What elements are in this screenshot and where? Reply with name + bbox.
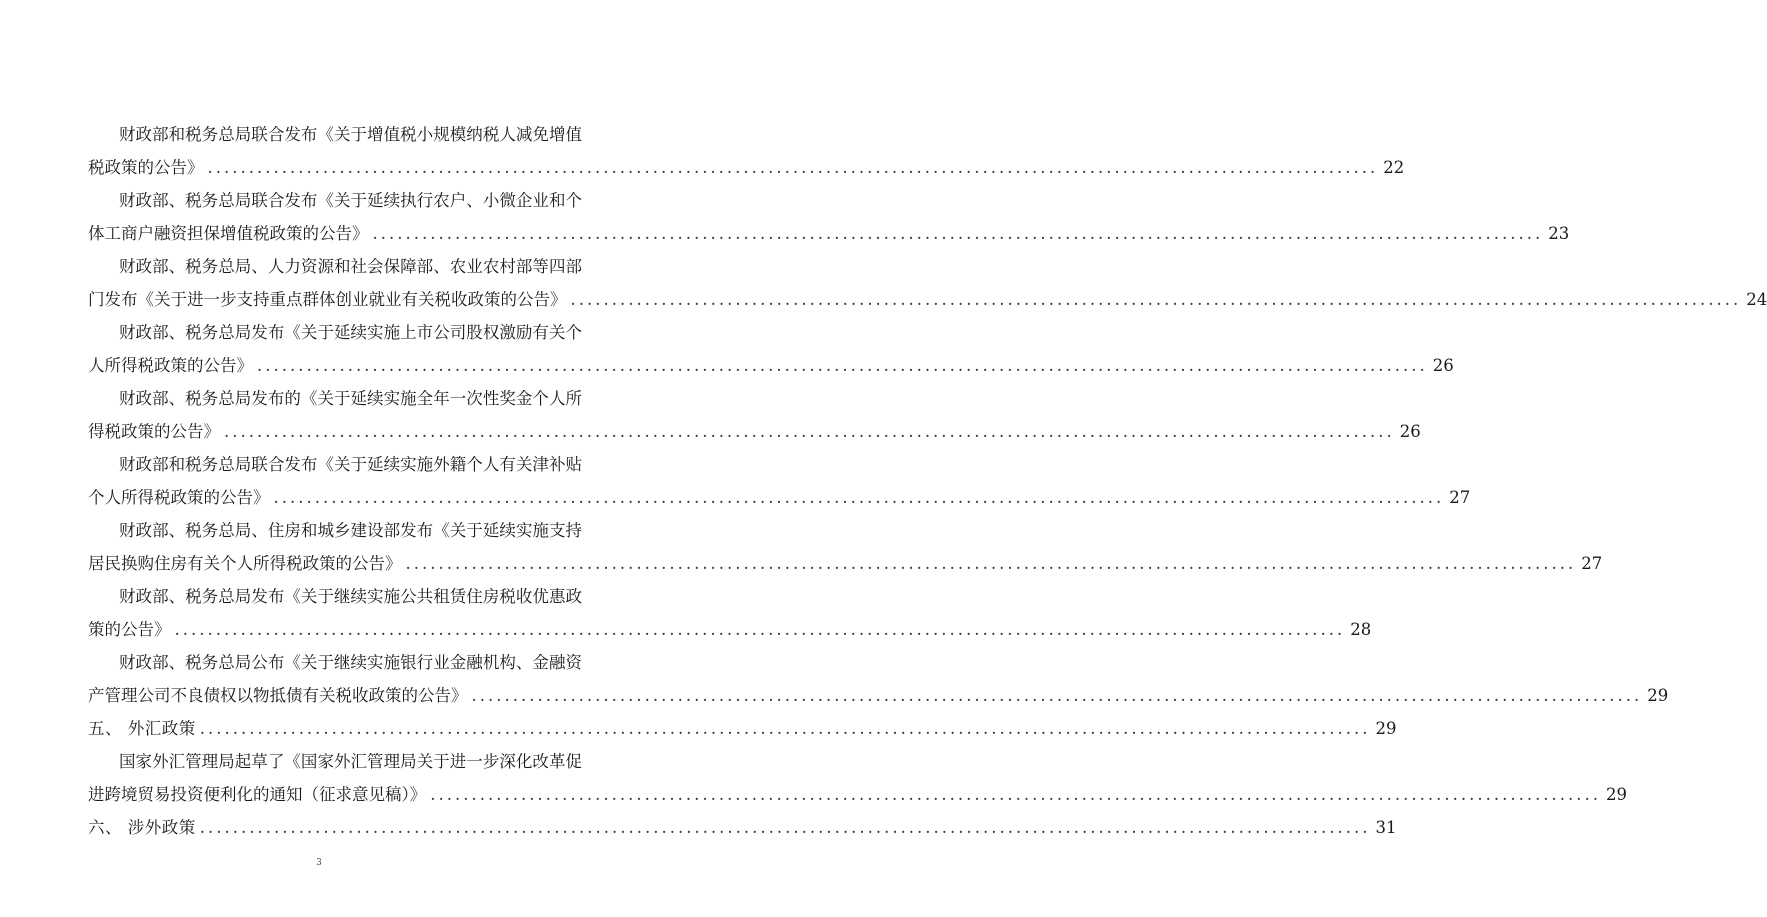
toc-leader-dots <box>270 481 1449 514</box>
toc-entry[interactable] <box>88 514 1603 580</box>
toc-entry[interactable] <box>88 118 1405 184</box>
toc-entry-title-text: 得税政策的公告》 <box>88 422 220 441</box>
toc-entry-title-text: 策的公告》 <box>88 620 171 639</box>
toc-page-number: 23 <box>1548 224 1570 243</box>
toc-entry-title-text: 居民换购住房有关个人所得税政策的公告》 <box>88 554 402 573</box>
toc-entry-title-text: 人所得税政策的公告》 <box>88 356 253 375</box>
toc-page-number: 27 <box>1449 488 1471 507</box>
toc-entry-title-text: 体工商户融资担保增值税政策的公告》 <box>88 224 369 243</box>
toc-page-number: 31 <box>1375 818 1397 837</box>
toc-entry-title-line2 <box>88 547 1603 580</box>
toc-entry-title-line1: 财政部、税务总局、人力资源和社会保障部、农业农村部等四部 <box>119 257 582 276</box>
toc-page-number: 22 <box>1383 158 1405 177</box>
toc-leader-dots <box>369 217 1548 250</box>
toc-entry-title-line2 <box>88 151 1405 184</box>
toc-entry[interactable] <box>88 745 1628 811</box>
toc-leader-dots <box>402 547 1581 580</box>
toc-section-heading[interactable] <box>88 712 1397 745</box>
toc-page-number: 26 <box>1432 356 1454 375</box>
toc-entry-title-line1: 财政部、税务总局、住房和城乡建设部发布《关于延续实施支持 <box>119 521 582 540</box>
toc-page-number: 29 <box>1606 785 1628 804</box>
toc-section-line <box>88 811 1397 844</box>
toc-entry[interactable] <box>88 646 1669 712</box>
toc-entry-title-line2 <box>88 283 1767 316</box>
toc-entry-title-line1: 财政部和税务总局联合发布《关于延续实施外籍个人有关津补贴 <box>119 455 582 474</box>
toc-entry-title-line1: 财政部、税务总局联合发布《关于延续执行农户、小微企业和个 <box>119 191 582 210</box>
toc-entry-title-line2 <box>88 679 1669 712</box>
toc-entry-title-line1: 财政部、税务总局发布的《关于延续实施全年一次性奖金个人所 <box>119 389 582 408</box>
toc-section-heading[interactable] <box>88 811 1397 844</box>
toc-leader-dots <box>204 151 1383 184</box>
toc-section-title: 六、 涉外政策 <box>88 818 196 837</box>
toc-entry-title-text: 个人所得税政策的公告》 <box>88 488 270 507</box>
toc-entry[interactable] <box>88 250 1767 316</box>
toc-entry-title-line2 <box>88 415 1421 448</box>
toc-page-number: 29 <box>1647 686 1669 705</box>
toc-entry-title-line1: 国家外汇管理局起草了《国家外汇管理局关于进一步深化改革促 <box>119 752 582 771</box>
toc-entry-title-line1: 财政部、税务总局公布《关于继续实施银行业金融机构、金融资 <box>119 653 582 672</box>
toc-entry-title-line2 <box>88 778 1628 811</box>
toc-entry-title-line2 <box>88 217 1570 250</box>
toc-entry-title-text: 进跨境贸易投资便利化的通知（征求意见稿）》 <box>88 785 427 804</box>
toc-entry-title-line2 <box>88 613 1372 646</box>
toc-page-number: 24 <box>1746 290 1767 309</box>
toc-entry[interactable] <box>88 184 1570 250</box>
toc-entry-title-line2 <box>88 481 1471 514</box>
toc-leader-dots <box>196 712 1375 745</box>
toc-entry-title-line1: 财政部、税务总局发布《关于继续实施公共租赁住房税收优惠政 <box>119 587 582 606</box>
toc-entry[interactable] <box>88 580 1372 646</box>
toc-leader-dots <box>220 415 1399 448</box>
toc-page-number: 29 <box>1375 719 1397 738</box>
toc-page-number: 26 <box>1399 422 1421 441</box>
toc-leader-dots <box>171 613 1350 646</box>
toc-page-number: 27 <box>1581 554 1603 573</box>
toc-leader-dots <box>567 283 1746 316</box>
toc-leader-dots <box>196 811 1375 844</box>
page-number: 3 <box>316 858 322 868</box>
toc-entry[interactable] <box>88 448 1471 514</box>
toc-entry-title-line1: 财政部和税务总局联合发布《关于增值税小规模纳税人减免增值 <box>119 125 582 144</box>
table-of-contents <box>88 118 1767 844</box>
toc-entry-title-line1: 财政部、税务总局发布《关于延续实施上市公司股权激励有关个 <box>119 323 582 342</box>
toc-leader-dots <box>253 349 1432 382</box>
toc-section-line <box>88 712 1397 745</box>
toc-leader-dots <box>426 778 1605 811</box>
toc-leader-dots <box>468 679 1647 712</box>
toc-entry-title-text: 门发布《关于进一步支持重点群体创业就业有关税收政策的公告》 <box>88 290 567 309</box>
toc-entry-title-text: 产管理公司不良债权以物抵债有关税收政策的公告》 <box>88 686 468 705</box>
toc-entry[interactable] <box>88 316 1454 382</box>
toc-entry-title-text: 税政策的公告》 <box>88 158 204 177</box>
toc-entry[interactable] <box>88 382 1421 448</box>
toc-entry-title-line2 <box>88 349 1454 382</box>
toc-section-title: 五、 外汇政策 <box>88 719 196 738</box>
toc-page-number: 28 <box>1350 620 1372 639</box>
